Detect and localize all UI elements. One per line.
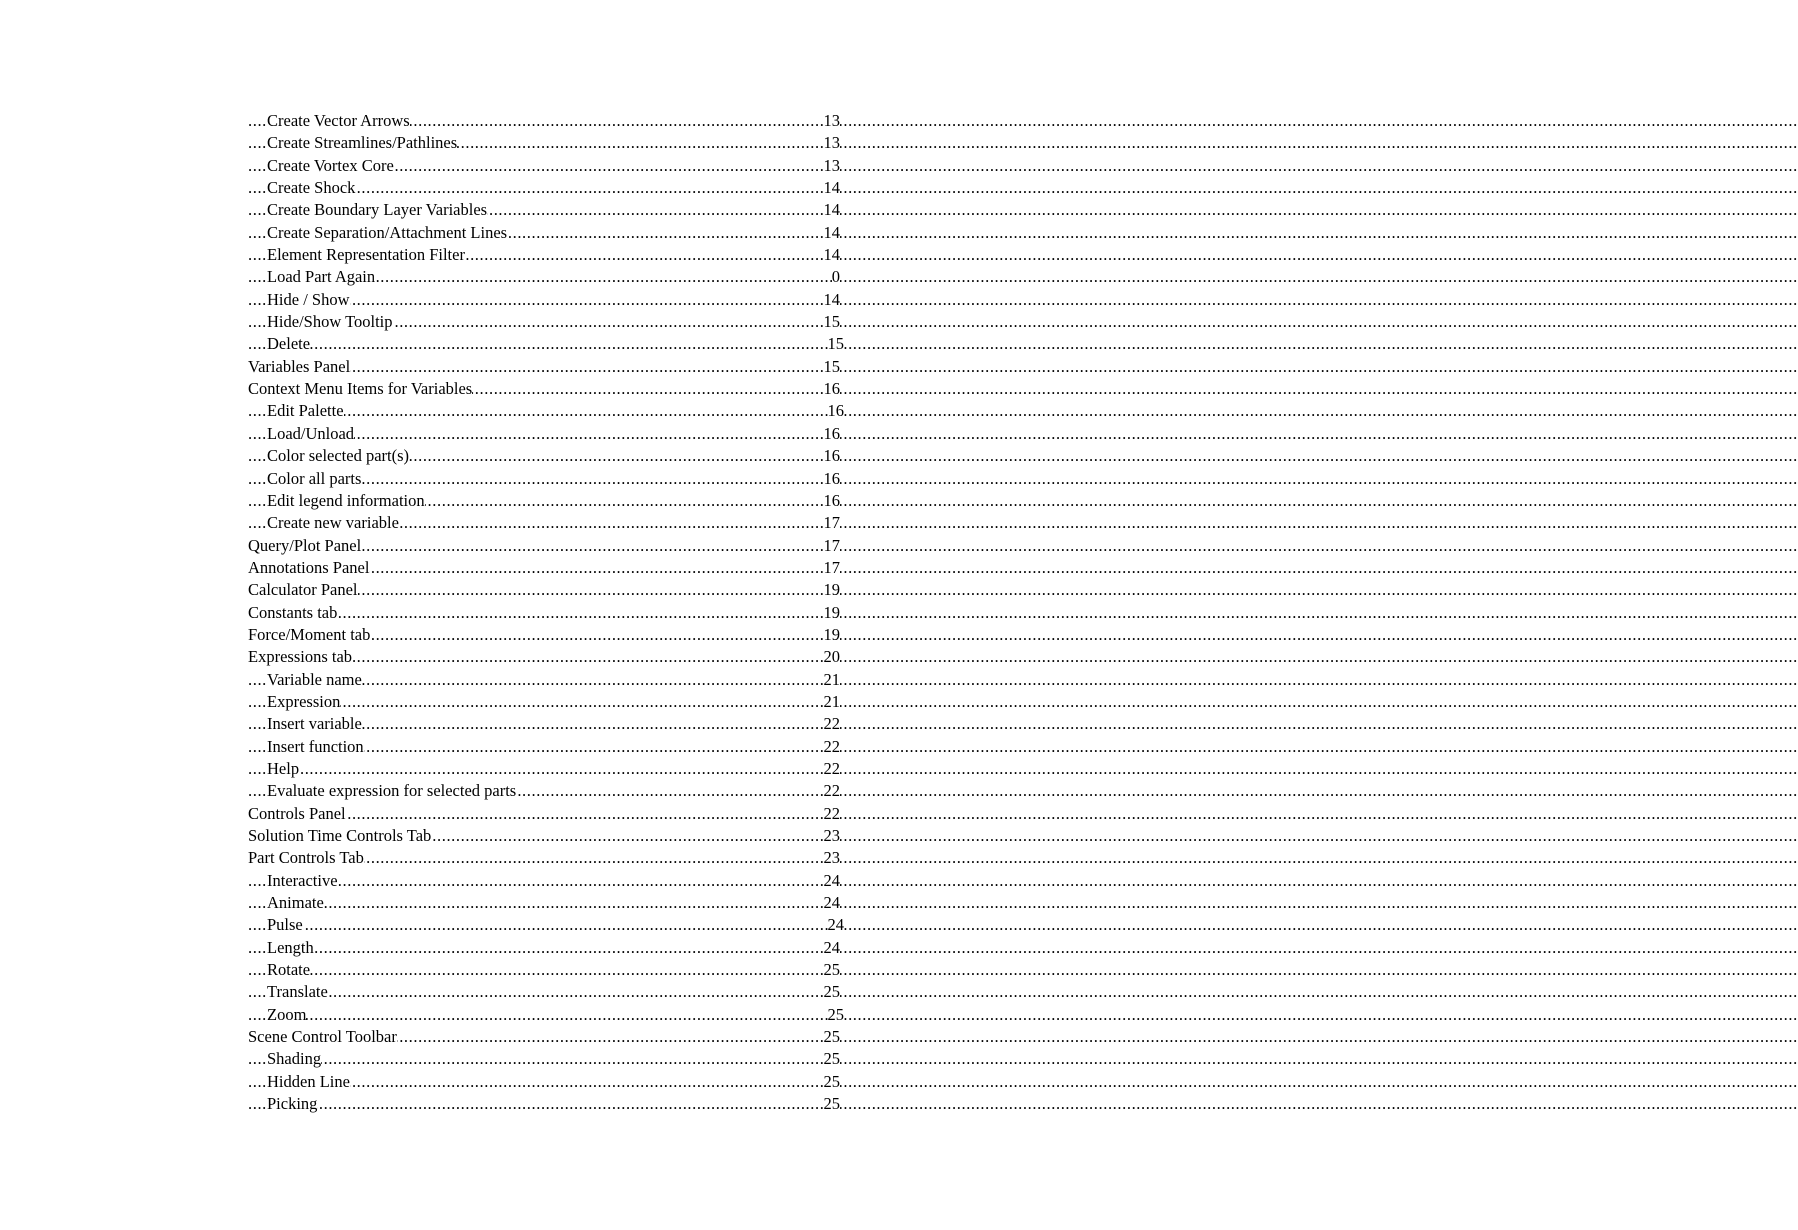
toc-entry-page: 22 (824, 736, 841, 758)
toc-entry-page: 23 (824, 825, 841, 847)
dot-leader (248, 959, 840, 981)
toc-entry-page: 13 (824, 132, 841, 154)
toc-entry-title: Evaluate expression for selected parts (267, 780, 516, 802)
toc-entry-page: 19 (824, 602, 841, 624)
toc-entry[interactable] (248, 713, 840, 735)
toc-entry[interactable] (248, 602, 840, 624)
toc-entry-page: 17 (824, 535, 841, 557)
toc-entry[interactable] (248, 400, 844, 422)
toc-entry[interactable] (248, 535, 840, 557)
toc-entry-title: Color selected part(s) (267, 445, 409, 467)
toc-entry[interactable] (248, 266, 840, 288)
toc-entry[interactable] (248, 914, 844, 936)
toc-entry-title: Variables Panel (248, 356, 350, 378)
toc-entry[interactable] (248, 333, 844, 355)
toc-entry[interactable] (248, 512, 840, 534)
toc-entry-page: 15 (824, 311, 841, 333)
toc-entry-page: 13 (824, 110, 841, 132)
toc-entry[interactable] (248, 1004, 844, 1026)
toc-entry-page: 24 (828, 914, 845, 936)
toc-entry-page: 16 (828, 400, 845, 422)
toc-entry-page: 25 (824, 1093, 841, 1115)
toc-entry-page: 20 (824, 646, 841, 668)
toc-entry-page: 14 (824, 244, 841, 266)
toc-entry-title: Constants tab (248, 602, 337, 624)
toc-entry-page: 14 (824, 199, 841, 221)
toc-entry[interactable] (248, 937, 840, 959)
toc-entry-page: 25 (824, 981, 841, 1003)
toc-entry-page: 24 (824, 937, 841, 959)
toc-entry-page: 25 (824, 1071, 841, 1093)
dot-leader (248, 1093, 840, 1115)
toc-entry-page: 0 (832, 266, 840, 288)
toc-entry-page: 17 (824, 512, 841, 534)
toc-entry-title: Zoom (267, 1004, 306, 1026)
toc-entry-title: Load Part Again (267, 266, 375, 288)
toc-entry[interactable] (248, 669, 840, 691)
toc-entry[interactable] (248, 870, 840, 892)
toc-entry-page: 22 (824, 803, 841, 825)
toc-entry[interactable] (248, 780, 840, 802)
toc-entry-title: Create Streamlines/Pathlines (267, 132, 457, 154)
toc-entry-page: 21 (824, 691, 841, 713)
toc-entry[interactable] (248, 222, 840, 244)
toc-entry-title: Animate (267, 892, 324, 914)
toc-entry-title: Color all parts (267, 468, 361, 490)
toc-entry[interactable] (248, 825, 840, 847)
toc-entry[interactable] (248, 736, 840, 758)
toc-entry[interactable] (248, 378, 840, 400)
toc-entry-title: Shading (267, 1048, 321, 1070)
toc-entry-page: 24 (824, 892, 841, 914)
toc-entry-title: Expressions tab (248, 646, 352, 668)
toc-entry[interactable] (248, 803, 840, 825)
toc-entry-title: Solution Time Controls Tab (248, 825, 431, 847)
toc-entry-title: Load/Unload (267, 423, 354, 445)
toc-entry-page: 19 (824, 624, 841, 646)
toc-entry-page: 23 (824, 847, 841, 869)
toc-entry-page: 14 (824, 177, 841, 199)
toc-entry-title: Create Vortex Core (267, 155, 394, 177)
toc-entry-title: Delete (267, 333, 310, 355)
toc-entry-title: Create Vector Arrows (267, 110, 410, 132)
toc-entry-title: Edit Palette (267, 400, 344, 422)
toc-entry[interactable] (248, 132, 840, 154)
toc-entry-title: Edit legend information (267, 490, 425, 512)
toc-entry-page: 25 (824, 1026, 841, 1048)
dot-leader (248, 758, 840, 780)
toc-entry[interactable] (248, 758, 840, 780)
toc-entry-page: 25 (824, 959, 841, 981)
toc-entry[interactable] (248, 1026, 840, 1048)
toc-entry-title: Pulse (267, 914, 303, 936)
toc-entry-page: 21 (824, 669, 841, 691)
toc-entry[interactable] (248, 356, 840, 378)
toc-entry-page: 16 (824, 445, 841, 467)
toc-entry[interactable] (248, 177, 840, 199)
toc-entry[interactable] (248, 691, 840, 713)
toc-entry[interactable] (248, 981, 840, 1003)
toc-entry-title: Picking (267, 1093, 317, 1115)
toc-entry-title: Length (267, 937, 314, 959)
toc-entry-page: 25 (828, 1004, 845, 1026)
toc-entry-page: 22 (824, 758, 841, 780)
toc-entry[interactable] (248, 199, 840, 221)
toc-entry-title: Force/Moment tab (248, 624, 370, 646)
toc-entry-page: 25 (824, 1048, 841, 1070)
toc-entry-page: 14 (824, 222, 841, 244)
toc-entry-title: Create Separation/Attachment Lines (267, 222, 507, 244)
dot-leader (248, 1004, 840, 1026)
toc-entry-title: Create Boundary Layer Variables (267, 199, 487, 221)
toc-entry[interactable] (248, 1071, 840, 1093)
toc-entry[interactable] (248, 1093, 840, 1115)
toc-entry[interactable] (248, 1048, 840, 1070)
dot-leader (248, 981, 840, 1003)
table-of-contents (248, 110, 844, 1115)
toc-entry[interactable] (248, 468, 840, 490)
toc-entry-page: 15 (828, 333, 845, 355)
toc-entry-title: Query/Plot Panel (248, 535, 361, 557)
toc-entry[interactable] (248, 155, 840, 177)
toc-entry-page: 22 (824, 780, 841, 802)
toc-entry[interactable] (248, 490, 840, 512)
toc-entry-title: Context Menu Items for Variables (248, 378, 472, 400)
toc-entry-title: Create new variable (267, 512, 399, 534)
toc-entry[interactable] (248, 624, 840, 646)
toc-entry[interactable] (248, 110, 840, 132)
toc-entry[interactable] (248, 892, 840, 914)
toc-entry-title: Calculator Panel (248, 579, 358, 601)
toc-entry-page: 14 (824, 289, 841, 311)
toc-entry-title: Scene Control Toolbar (248, 1026, 397, 1048)
toc-entry-title: Annotations Panel (248, 557, 369, 579)
toc-entry[interactable] (248, 289, 840, 311)
toc-entry-page: 19 (824, 579, 841, 601)
toc-entry-title: Create Shock (267, 177, 355, 199)
toc-entry-title: Hidden Line (267, 1071, 350, 1093)
toc-entry-title: Help (267, 758, 299, 780)
toc-entry[interactable] (248, 244, 840, 266)
toc-entry-title: Insert function (267, 736, 364, 758)
toc-entry[interactable] (248, 646, 840, 668)
toc-entry[interactable] (248, 959, 840, 981)
toc-entry-page: 24 (824, 870, 841, 892)
toc-entry-title: Expression (267, 691, 340, 713)
toc-entry-page: 17 (824, 557, 841, 579)
toc-entry-page: 16 (824, 468, 841, 490)
toc-entry-page: 22 (824, 713, 841, 735)
toc-entry-title: Hide / Show (267, 289, 350, 311)
toc-entry[interactable] (248, 847, 840, 869)
toc-entry-page: 16 (824, 378, 841, 400)
toc-entry-title: Part Controls Tab (248, 847, 364, 869)
toc-entry-title: Variable name (267, 669, 362, 691)
toc-entry-title: Interactive (267, 870, 338, 892)
dot-leader (248, 937, 840, 959)
toc-entry[interactable] (248, 579, 840, 601)
toc-entry[interactable] (248, 445, 840, 467)
toc-entry[interactable] (248, 311, 840, 333)
toc-entry-title: Controls Panel (248, 803, 346, 825)
toc-entry-title: Element Representation Filter (267, 244, 465, 266)
toc-entry-page: 16 (824, 490, 841, 512)
toc-entry-page: 15 (824, 356, 841, 378)
dot-leader (248, 892, 840, 914)
toc-entry-title: Hide/Show Tooltip (267, 311, 393, 333)
toc-entry-title: Insert variable (267, 713, 362, 735)
toc-entry-title: Translate (267, 981, 328, 1003)
dot-leader (248, 914, 840, 936)
dot-leader (248, 1048, 840, 1070)
dot-leader (248, 333, 840, 355)
toc-entry[interactable] (248, 557, 840, 579)
toc-entry-page: 16 (824, 423, 841, 445)
toc-entry-page: 13 (824, 155, 841, 177)
toc-entry[interactable] (248, 423, 840, 445)
toc-entry-title: Rotate (267, 959, 310, 981)
